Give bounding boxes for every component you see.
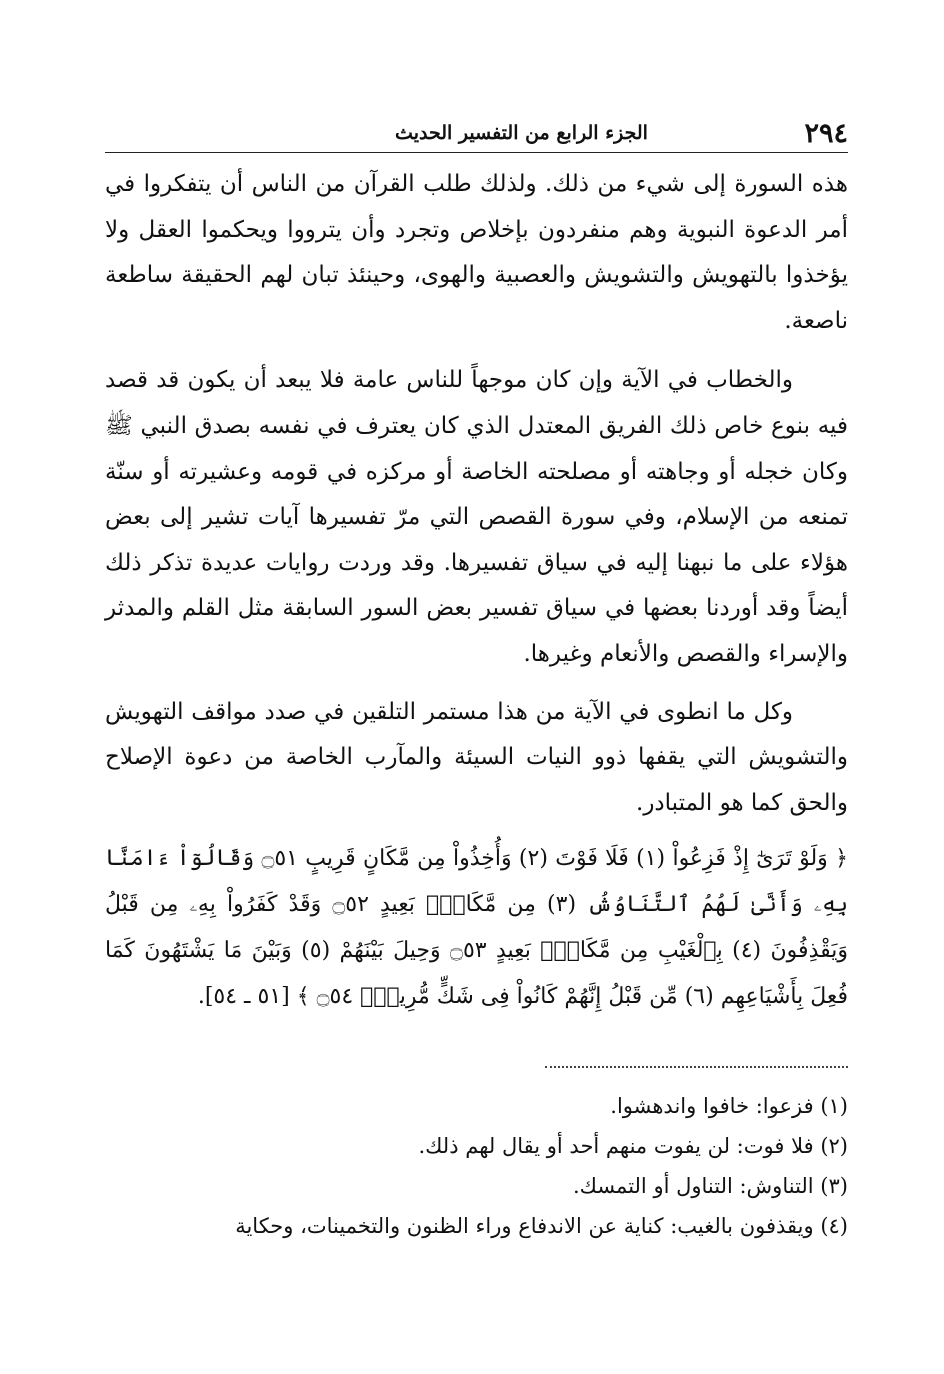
quran-verse: ﴿ وَلَوْ تَرَىٰٓ إِذْ فَزِعُواْ (١) فَلَا فَوْتَ (٢) وَأُخِذُواْ مِن مَّكَانٍ قَرِيبٍ ۝٥١ وَقَالُوٓاْ ءَامَنَّا بِهِۦ وَأَنَّىٰ لَهُمُ ٱلتَّنَاوُشُ (٣) مِن مَّكَانٍۭ بَعِيدٍ ۝٥٢ وَقَدْ كَفَرُواْ بِهِۦ مِن قَبْلُ وَيَقْذِفُونَ (٤) بِٱلْغَيْبِ مِن مَّكَانٍۭ بَعِيدٍ ۝٥٣ وَحِيلَ بَيْنَهُمْ (٥) وَبَيْنَ مَا يَشْتَهُونَ كَمَا فُعِلَ بِأَشْيَاعِهِم (٦) مِّن قَبْلُ إِنَّهُمْ كَانُواْ فِى شَكٍّ مُّرِيبٍۭ ۝٥٤ ﴾ [٥١ ـ ٥٤]. <box>105 846 848 1009</box>
page-header <box>105 116 848 152</box>
header-rule <box>105 152 848 153</box>
paragraph-2: والخطاب في الآية وإن كان موجهاً للناس عامة فلا يبعد أن يكون قد قصد فيه بنوع خاص ذلك الفريق المعتدل الذي كان يعترف في نفسه بصدق النبي ﷺ وكان خجله أو وجاهته أو مصلحته الخاصة أو مركزه في قومه وعشيرته أو سنّة تمنعه من الإسلام، وفي سورة القصص التي مرّ تفسيرها آيات تشير إلى بعض هؤلاء على ما نبهنا إليه في سياق تفسيرها. وقد وردت روايات عديدة تذكر ذلك أيضاً وقد أوردنا بعضها في سياق تفسير بعض السور السابقة مثل القلم والمدثر والإسراء والقصص والأنعام وغيرها. <box>105 367 848 667</box>
running-title: الجزء الرابع من التفسير الحديث <box>395 122 648 144</box>
body-text <box>105 162 848 826</box>
footnote-3: (٣) التناوش: التناول أو التمسك. <box>572 1174 848 1198</box>
paragraph-3: وكل ما انطوى في الآية من هذا مستمر التلقين في صدد مواقف التهويش والتشويش التي يقفها ذوو النيات السيئة والمآرب الخاصة من دعوة الإصلاح والحق كما هو المتبادر. <box>105 698 848 816</box>
footnotes <box>105 1086 848 1246</box>
page-number: ٢٩٤ <box>804 118 848 149</box>
footnote-separator <box>545 1066 848 1068</box>
footnote-2: (٢) فلا فوت: لن يفوت منهم أحد أو يقال لهم ذلك. <box>418 1134 848 1158</box>
footnote-4: (٤) ويقذفون بالغيب: كناية عن الاندفاع وراء الظنون والتخمينات، وحكاية <box>235 1214 848 1238</box>
footnote-1: (١) فزعوا: خافوا واندهشوا. <box>610 1094 848 1118</box>
paragraph-1: هذه السورة إلى شيء من ذلك. ولذلك طلب القرآن من الناس أن يتفكروا في أمر الدعوة النبوية وهم منفردون بإخلاص وتجرد وأن يترووا ويحكموا العقل ولا يؤخذوا بالتهويش والتشويش والعصبية والهوى، وحينئذ تبان لهم الحقيقة ساطعة ناصعة. <box>105 171 848 334</box>
